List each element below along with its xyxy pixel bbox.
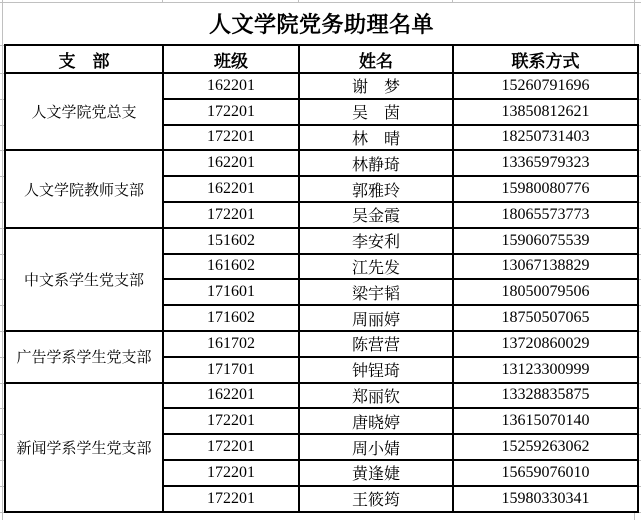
- class-cell: 171601: [163, 279, 299, 305]
- name-cell: 林静琦: [299, 150, 453, 176]
- name-cell: 梁宇韬: [299, 279, 453, 305]
- column-header-class: 班级: [163, 45, 299, 73]
- name-cell: 周小婧: [299, 434, 453, 460]
- name-cell: 郭雅玲: [299, 176, 453, 202]
- class-cell: 172201: [163, 486, 299, 512]
- name-cell: 李安利: [299, 228, 453, 254]
- table-row: [5, 150, 638, 176]
- class-cell: 172201: [163, 408, 299, 434]
- phone-cell: 13123300999: [453, 357, 638, 383]
- title-row: [5, 2, 638, 45]
- class-cell: 172201: [163, 460, 299, 486]
- class-cell: 172201: [163, 434, 299, 460]
- name-cell: 吴金霞: [299, 202, 453, 228]
- phone-cell: 18065573773: [453, 202, 638, 228]
- roster-table: [4, 2, 639, 513]
- name-cell: 郑丽钦: [299, 383, 453, 409]
- branch-cell: 广告学系学生党支部: [5, 331, 163, 383]
- class-cell: 172201: [163, 202, 299, 228]
- name-cell: 黄逢婕: [299, 460, 453, 486]
- phone-cell: 13067138829: [453, 254, 638, 280]
- table-row: [5, 73, 638, 99]
- table-row: [5, 331, 638, 357]
- name-cell: 江先发: [299, 254, 453, 280]
- class-cell: 162201: [163, 383, 299, 409]
- phone-cell: 13328835875: [453, 383, 638, 409]
- column-header-branch: 支 部: [5, 45, 163, 73]
- phone-cell: 15980330341: [453, 486, 638, 512]
- phone-cell: 15260791696: [453, 73, 638, 99]
- sheet-gridline-left: [2, 0, 3, 520]
- name-cell: 吴 茵: [299, 99, 453, 125]
- phone-cell: 13615070140: [453, 408, 638, 434]
- branch-cell: 人文学院教师支部: [5, 150, 163, 227]
- name-cell: 周丽婷: [299, 305, 453, 331]
- phone-cell: 18750507065: [453, 305, 638, 331]
- name-cell: 王筱筠: [299, 486, 453, 512]
- class-cell: 162201: [163, 176, 299, 202]
- phone-cell: 15259263062: [453, 434, 638, 460]
- phone-cell: 15906075539: [453, 228, 638, 254]
- table-row: [5, 228, 638, 254]
- class-cell: 171701: [163, 357, 299, 383]
- page-title: 人文学院党务助理名单: [209, 11, 435, 37]
- phone-cell: 15659076010: [453, 460, 638, 486]
- phone-cell: 13720860029: [453, 331, 638, 357]
- class-cell: 172201: [163, 99, 299, 125]
- column-header-contact: 联系方式: [453, 45, 638, 73]
- phone-cell: 13850812621: [453, 99, 638, 125]
- name-cell: 唐晓婷: [299, 408, 453, 434]
- name-cell: 陈营营: [299, 331, 453, 357]
- name-cell: 钟锃琦: [299, 357, 453, 383]
- class-cell: 161602: [163, 254, 299, 280]
- class-cell: 151602: [163, 228, 299, 254]
- phone-cell: 13365979323: [453, 150, 638, 176]
- name-cell: 谢 梦: [299, 73, 453, 99]
- class-cell: 162201: [163, 150, 299, 176]
- branch-cell: 中文系学生党支部: [5, 228, 163, 331]
- sheet-gridline-right-bottom: [634, 512, 635, 520]
- phone-cell: 18050079506: [453, 279, 638, 305]
- branch-cell: 人文学院党总支: [5, 73, 163, 150]
- name-cell: 林 晴: [299, 125, 453, 151]
- table-row: [5, 383, 638, 409]
- class-cell: 161702: [163, 331, 299, 357]
- column-header-name: 姓名: [299, 45, 453, 73]
- phone-cell: 15980080776: [453, 176, 638, 202]
- phone-cell: 18250731403: [453, 125, 638, 151]
- header-row: [5, 45, 638, 73]
- class-cell: 162201: [163, 73, 299, 99]
- branch-cell: 新闻学系学生党支部: [5, 383, 163, 512]
- class-cell: 171602: [163, 305, 299, 331]
- class-cell: 172201: [163, 125, 299, 151]
